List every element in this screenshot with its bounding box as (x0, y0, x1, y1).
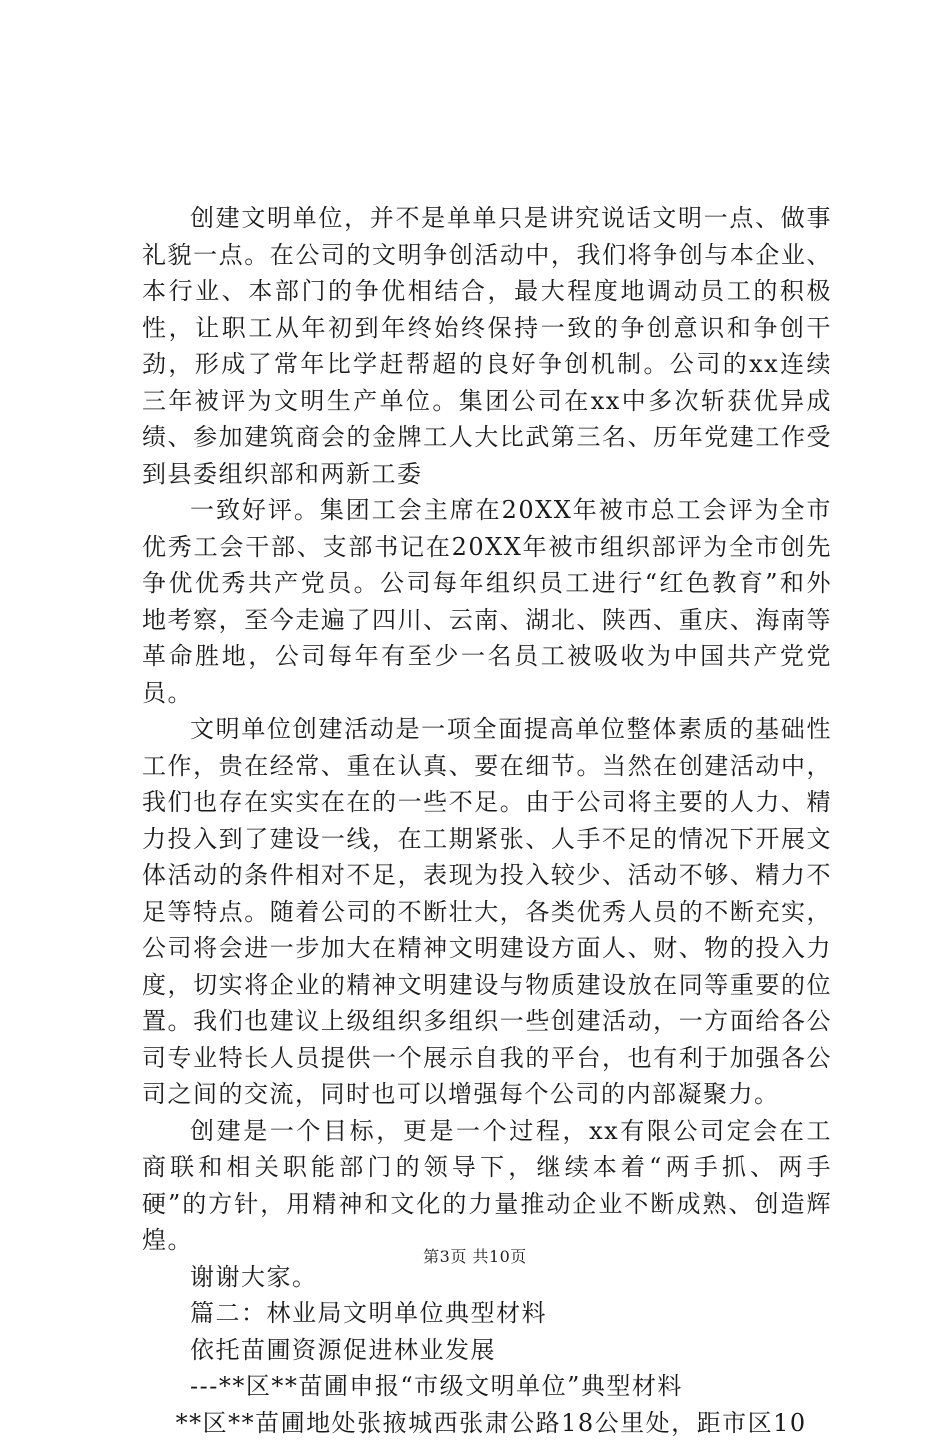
page-footer: 第3页 共10页 (0, 1244, 950, 1267)
closing-line: 谢谢大家。 (142, 1259, 832, 1296)
paragraph-1: 创建文明单位，并不是单单只是讲究说话文明一点、做事礼貌一点。在公司的文明争创活动中，我们将争创与本企业、本行业、本部门的争优相结合，最大程度地调动员工的积极性，让职工从年初到年终始终保持一致的争创意识和争创干劲，形成了常年比学赶帮超的良好争创机制。公司的xx连续三年被评为文明生产单位。集团公司在xx中多次斩获优异成绩、参加建筑商会的金牌工人大比武第三名、历年党建工作受到县委组织部和两新工委 (142, 200, 832, 492)
article-subtitle: ---**区**苗圃申报“市级文明单位”典型材料 (142, 1368, 832, 1405)
paragraph-3: 文明单位创建活动是一项全面提高单位整体素质的基础性工作，贵在经常、重在认真、要在细节。当然在创建活动中，我们也存在实实在在的一些不足。由于公司将主要的人力、精力投入到了建设一线，在工期紧张、人手不足的情况下开展文体活动的条件相对不足，表现为投入较少、活动不够、精力不足等特点。随着公司的不断壮大，各类优秀人员的不断充实，公司将会进一步加大在精神文明建设方面人、财、物的投入力度，切实将企业的精神文明建设与物质建设放在同等重要的位置。我们也建议上级组织多组织一些创建活动，一方面给各公司专业特长人员提供一个展示自我的平台，也有利于加强各公司之间的交流，同时也可以增强每个公司的内部凝聚力。 (142, 711, 832, 1113)
paragraph-2: 一致好评。集团工会主席在20XX年被市总工会评为全市优秀工会干部、支部书记在20XX年被市组织部评为全市创先争优优秀共产党员。公司每年组织员工进行“红色教育”和外地考察，至今走遍了四川、云南、湖北、陕西、重庆、海南等革命胜地，公司每年有至少一名员工被吸收为中国共产党党员。 (142, 492, 832, 711)
article-title: 依托苗圃资源促进林业发展 (142, 1332, 832, 1369)
paragraph-4: 创建是一个目标，更是一个过程，xx有限公司定会在工商联和相关职能部门的领导下，继续本着“两手抓、两手硬”的方针，用精神和文化的力量推动企业不断成熟、创造辉煌。 (142, 1113, 832, 1259)
article-first-line: **区**苗圃地处张掖城西张肃公路18公里处，距市区10 (142, 1405, 832, 1441)
section-heading: 篇二：林业局文明单位典型材料 (142, 1295, 832, 1332)
